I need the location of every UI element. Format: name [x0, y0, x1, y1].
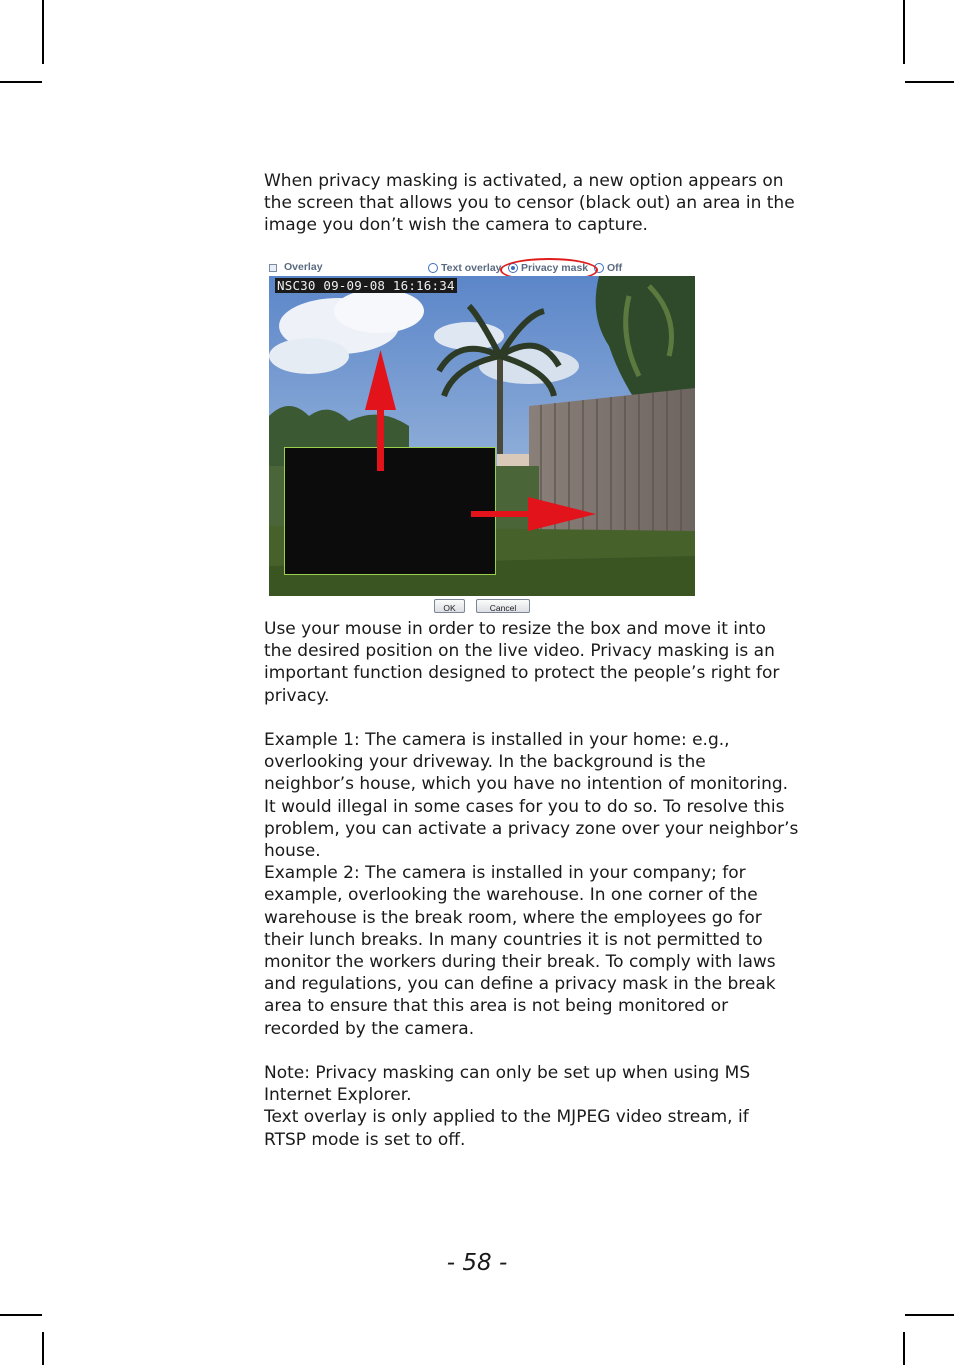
paragraph-note: Note: Privacy masking can only be set up when using MS Internet Explorer. Text overlay is only applied to the MJPEG video stream, if RTSP mode is set to off. [264, 1063, 751, 1150]
arrow-right-icon [471, 497, 596, 531]
off-label: Off [607, 262, 623, 274]
ok-button[interactable]: OK [434, 599, 465, 613]
text-overlay-label: Text overlay [441, 262, 502, 274]
privacy-mask-label: Privacy mask [521, 262, 589, 274]
paragraph-examples: Example 1: The camera is installed in your home: e.g., overlooking your driveway. In the background is the neighbor’s house, which you have no intention of monitoring. It would illegal in some cases for you to do so. To resolve this problem, you can activate a privacy zone over your neighbor’s house. Example 2: The camera is installed in your company; for example, overlooking the warehouse. In one corner of the warehouse is the break room, where the employees go for their lunch breaks. In many countries it is not permitted to monitor the workers during their break. To comply with laws and regulations, you can define a privacy mask in the break area to ensure that this area is not being monitored or recorded by the camera. [264, 730, 799, 1039]
page-number: - 58 - [446, 1250, 508, 1276]
intro-paragraph: When privacy masking is activated, a new option appears on the screen that allows you to censor (black out) an area in the image you don’t wish the camera to capture. [264, 171, 795, 236]
cancel-button[interactable]: Cancel [476, 599, 530, 613]
paragraph-resize-instructions: Use your mouse in order to resize the box and move it into the desired position on the live video. Privacy masking is an important function designed to protect the people’s right for privacy. [264, 619, 780, 706]
arrow-up-icon [365, 350, 396, 471]
video-timestamp: NSC30 09-09-08 16:16:34 [277, 278, 455, 293]
overlay-checkbox-label: Overlay [284, 261, 323, 273]
